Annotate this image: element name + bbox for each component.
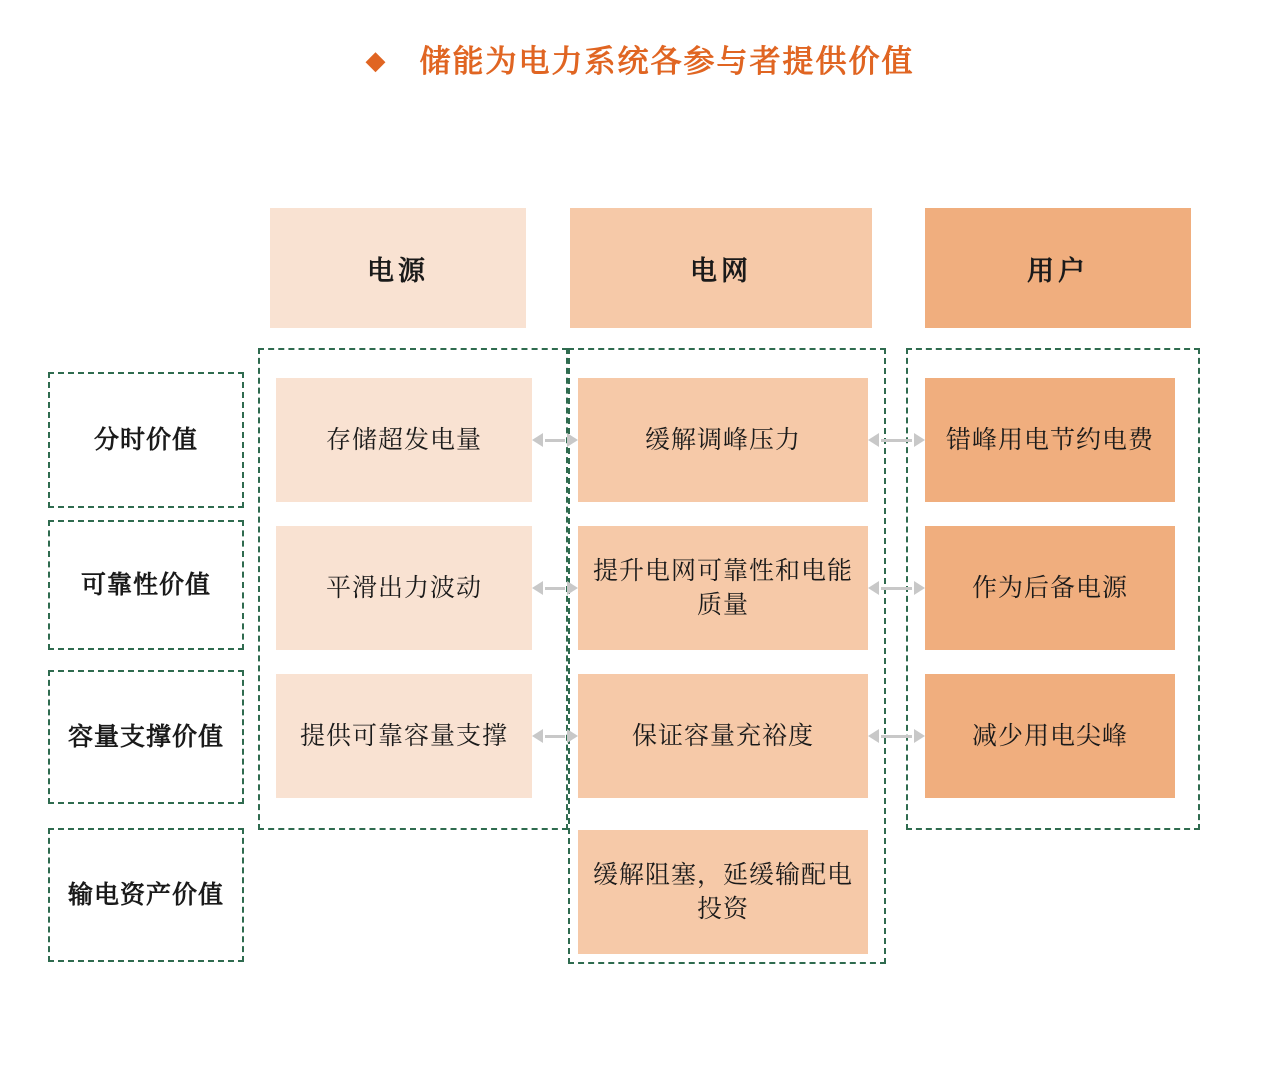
page-title-text: 储能为电力系统各参与者提供价值 (419, 44, 915, 80)
cell-source-1: 平滑出力波动 (276, 526, 532, 650)
arrow-grid-user-1 (868, 581, 925, 595)
arrow-head-right-icon (567, 433, 578, 447)
arrow-head-left-icon (532, 581, 543, 595)
cell-grid-1: 提升电网可靠性和电能质量 (578, 526, 868, 650)
arrow-bar (881, 735, 912, 738)
arrow-bar (881, 587, 912, 590)
category-label-time-of-use: 分时价值 (48, 372, 244, 508)
category-label-capacity-support: 容量支撑价值 (48, 670, 244, 804)
cell-user-1: 作为后备电源 (925, 526, 1175, 650)
arrow-bar (545, 439, 565, 442)
category-label-transmission-asset: 输电资产价值 (48, 828, 244, 962)
column-header-user: 用户 (925, 208, 1191, 328)
cell-source-0: 存储超发电量 (276, 378, 532, 502)
column-header-source: 电源 (270, 208, 526, 328)
cell-grid-3: 缓解阻塞，延缓输配电投资 (578, 830, 868, 954)
arrow-grid-user-2 (868, 729, 925, 743)
cell-user-2: 减少用电尖峰 (925, 674, 1175, 798)
arrow-head-left-icon (868, 729, 879, 743)
cell-user-0: 错峰用电节约电费 (925, 378, 1175, 502)
arrow-head-left-icon (532, 433, 543, 447)
page-title (0, 36, 1280, 81)
column-header-grid: 电网 (570, 208, 872, 328)
category-label-reliability: 可靠性价值 (48, 520, 244, 650)
arrow-head-right-icon (914, 729, 925, 743)
arrow-grid-user-0 (868, 433, 925, 447)
arrow-bar (881, 439, 912, 442)
arrow-source-grid-2 (532, 729, 578, 743)
title-bullet-icon: ◆ (365, 45, 386, 76)
arrow-head-left-icon (868, 433, 879, 447)
arrow-bar (545, 735, 565, 738)
arrow-bar (545, 587, 565, 590)
cell-source-2: 提供可靠容量支撑 (276, 674, 532, 798)
arrow-head-right-icon (567, 581, 578, 595)
arrow-source-grid-1 (532, 581, 578, 595)
arrow-head-right-icon (914, 581, 925, 595)
arrow-head-right-icon (914, 433, 925, 447)
arrow-head-left-icon (868, 581, 879, 595)
arrow-head-left-icon (532, 729, 543, 743)
arrow-source-grid-0 (532, 433, 578, 447)
cell-grid-0: 缓解调峰压力 (578, 378, 868, 502)
arrow-head-right-icon (567, 729, 578, 743)
cell-grid-2: 保证容量充裕度 (578, 674, 868, 798)
